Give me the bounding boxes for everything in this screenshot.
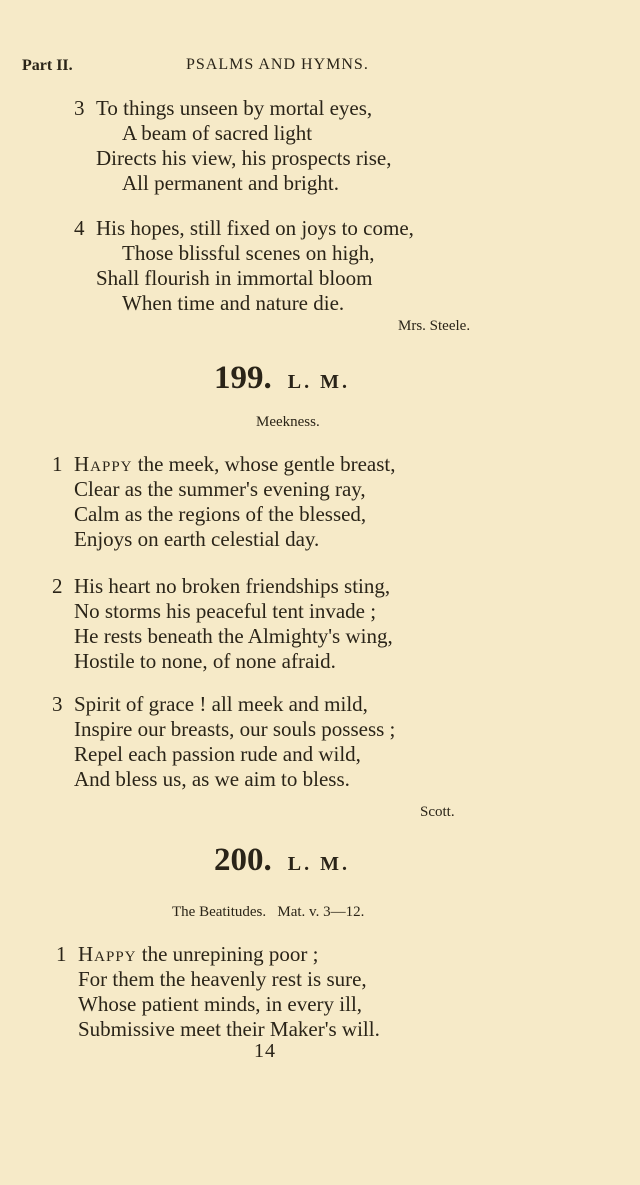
verse-line: A beam of sacred light <box>122 121 313 145</box>
verse-line: Enjoys on earth celestial day. <box>74 527 320 551</box>
stanza-1-hymn-200 <box>56 942 380 1042</box>
hymn-author: Scott. <box>420 804 455 820</box>
running-head-part: Part II. <box>22 57 73 74</box>
verse-line: All permanent and bright. <box>122 171 339 195</box>
hymn-number: 200. <box>214 842 272 878</box>
stanza-number: 3 <box>52 692 63 716</box>
hymn-meter: L. M. <box>287 853 350 875</box>
verse-line: Inspire our breasts, our souls possess ; <box>74 717 396 741</box>
verse-line: Hostile to none, of none afraid. <box>74 649 336 673</box>
stanza-number: 4 <box>74 216 85 240</box>
verse-line: Submissive meet their Maker's will. <box>78 1017 380 1041</box>
verse-line: When time and nature die. <box>122 291 345 315</box>
verse-line: He rests beneath the Almighty's wing, <box>74 624 393 648</box>
verse-line: Those blissful scenes on high, <box>122 241 375 265</box>
verse-line: No storms his peaceful tent invade ; <box>74 599 377 623</box>
initial-word: Happy <box>74 452 133 476</box>
hymn-number: 199. <box>214 360 272 396</box>
verse-line: Shall flourish in immortal bloom <box>96 266 373 290</box>
verse-line: the unrepining poor ; <box>136 942 319 966</box>
hymn-heading <box>214 360 350 397</box>
verse-line: the meek, whose gentle breast, <box>132 452 396 476</box>
stanza-number: 1 <box>52 452 63 476</box>
stanza-number: 1 <box>56 942 67 966</box>
verse-line: Spirit of grace ! all meek and mild, <box>74 692 368 716</box>
verse-line: Directs his view, his prospects rise, <box>96 146 392 170</box>
hymn-author: Mrs. Steele. <box>398 318 471 334</box>
stanza-number: 2 <box>52 574 63 598</box>
stanza-3-hymn-199 <box>52 692 396 792</box>
stanza-2 <box>52 574 393 674</box>
hymn-subtitle: The Beatitudes. Mat. v. 3—12. <box>172 904 365 920</box>
verse-line: And bless us, as we aim to bless. <box>74 767 350 791</box>
verse-line: His heart no broken friendships sting, <box>74 574 391 598</box>
running-head-title: PSALMS AND HYMNS. <box>186 56 369 73</box>
stanza-number: 3 <box>74 96 85 120</box>
verse-line: To things unseen by mortal eyes, <box>96 96 373 120</box>
verse-line: Whose patient minds, in every ill, <box>78 992 363 1016</box>
stanza-3 <box>74 96 392 196</box>
verse-line: Clear as the summer's evening ray, <box>74 477 366 501</box>
stanza-4 <box>74 216 414 316</box>
verse-line: Calm as the regions of the blessed, <box>74 502 367 526</box>
hymn-meter: L. M. <box>287 371 350 393</box>
verse-line: His hopes, still fixed on joys to come, <box>96 216 414 240</box>
hymn-heading <box>214 842 350 879</box>
verse-line: Repel each passion rude and wild, <box>74 742 361 766</box>
page-number: 14 <box>254 1040 276 1062</box>
stanza-1 <box>52 452 396 552</box>
hymn-subtitle: Meekness. <box>256 414 320 430</box>
verse-line: For them the heavenly rest is sure, <box>78 967 367 991</box>
initial-word: Happy <box>78 942 137 966</box>
